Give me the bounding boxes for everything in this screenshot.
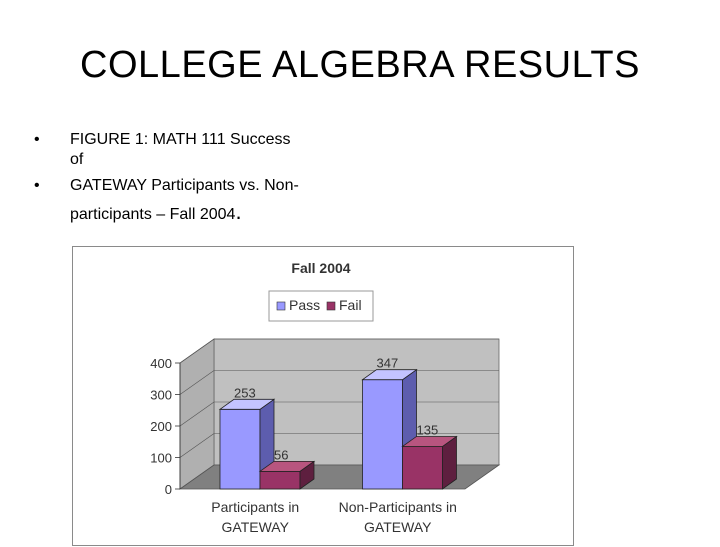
data-label-pass: 347 — [376, 355, 399, 371]
legend-swatch-pass — [277, 302, 285, 310]
bullet-item — [34, 176, 394, 196]
legend-label-pass: Pass — [289, 297, 321, 313]
bullet-list — [34, 130, 394, 225]
data-label-pass: 253 — [234, 385, 256, 401]
y-tick-label: 100 — [150, 450, 172, 466]
data-label-fail: 135 — [416, 422, 439, 438]
x-category-label: Non-Participants in — [338, 499, 457, 515]
bullet-icon: • — [34, 177, 40, 194]
bullet-icon: • — [34, 131, 40, 148]
bar-fail-front — [403, 446, 443, 489]
x-category-label: Participants in — [211, 499, 300, 515]
legend-label-fail: Fail — [339, 297, 362, 313]
bullet-text-wrap: of — [70, 151, 84, 168]
bullet-text: FIGURE 1: MATH 111 Success — [70, 131, 291, 148]
legend-swatch-fail — [327, 302, 335, 310]
bullet-text: GATEWAY Participants vs. Non- — [70, 177, 299, 194]
y-tick-label: 300 — [150, 387, 172, 403]
bullet-continuation-text: participants – Fall 2004 — [70, 206, 236, 223]
x-category-label: GATEWAY — [364, 519, 432, 535]
y-tick-label: 400 — [150, 356, 172, 371]
x-category-label: GATEWAY — [221, 519, 289, 535]
bullet-continuation-period: . — [235, 199, 242, 224]
data-label-fail: 56 — [274, 447, 289, 463]
chart-frame — [72, 246, 574, 546]
bullet-continuation — [34, 199, 394, 225]
bar-chart — [73, 247, 575, 547]
y-tick-label: 200 — [150, 419, 172, 434]
chart-title: Fall 2004 — [291, 260, 351, 276]
bar-pass-front — [363, 380, 403, 489]
bar-pass-front — [220, 409, 260, 489]
slide-title: COLLEGE ALGEBRA RESULTS — [80, 44, 640, 86]
y-tick-label: 0 — [164, 482, 172, 497]
bar-fail-front — [260, 471, 300, 489]
bullet-item — [34, 130, 394, 172]
